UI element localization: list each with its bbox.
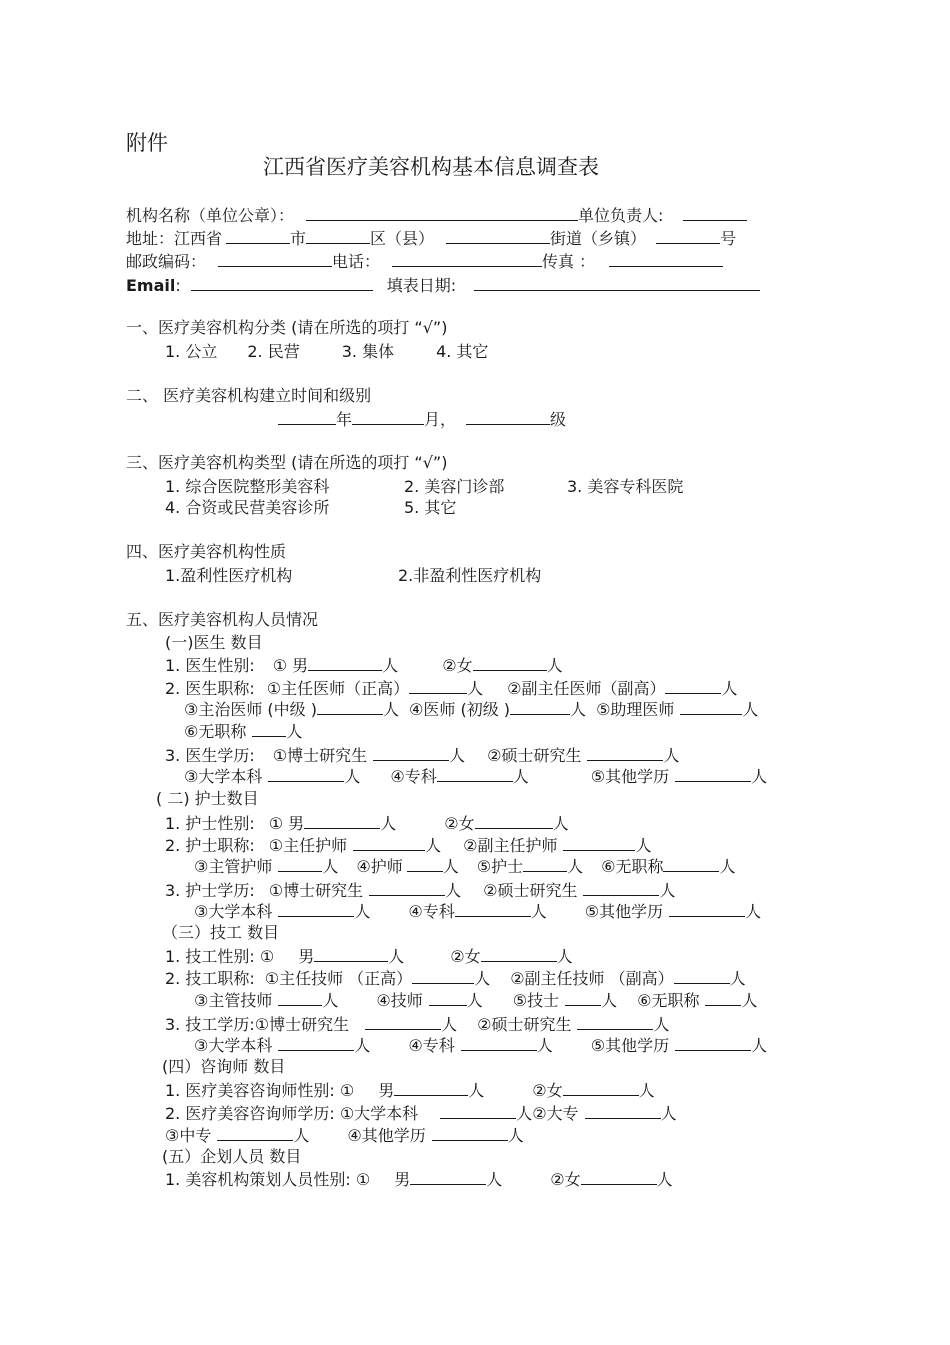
address-district-label: 区（县）: [370, 229, 435, 248]
consultant-gender-label: 1. 医疗美容咨询师性别: ①: [165, 1081, 355, 1100]
doctor-attending-label: ③主治医师 (中级 ): [184, 700, 318, 719]
doctor-edu-label: 3. 医生学历:: [165, 746, 255, 765]
nurse-supervisor-label: ③主管护师: [194, 857, 273, 876]
unit-label: 人: [751, 767, 768, 786]
doctor-edu-row-1: [165, 745, 680, 766]
tech-gender-label: 1. 技工性别: ①: [165, 947, 275, 966]
tech-other-edu-label: ⑤其他学历: [590, 1036, 670, 1055]
consultant-edu-row-1: [165, 1103, 677, 1124]
nurse-practitioner-field[interactable]: [407, 856, 443, 872]
unit-label: 人: [442, 857, 459, 876]
planner-female-label: ②女: [550, 1170, 581, 1189]
nurse-phd-label: ①博士研究生: [268, 881, 364, 900]
tech-supervisor-field[interactable]: [278, 990, 322, 1006]
email-row: [126, 275, 760, 296]
doctor-gender-label: 1. 医生性别:: [165, 656, 255, 675]
planner-gender-row: [165, 1169, 673, 1190]
nurse-gender-label: 1. 护士性别:: [165, 814, 255, 833]
unit-label: 人: [468, 1081, 485, 1100]
unit-label: 人: [380, 814, 397, 833]
option-collective[interactable]: 3. 集体: [341, 342, 395, 361]
doctor-associate-chief-label: ②副主任医师（副高）: [507, 679, 666, 698]
nurse-edu-row-1: [165, 880, 676, 901]
unit-label: 人: [729, 969, 746, 988]
type-option-clinic[interactable]: 2. 美容门诊部: [404, 477, 505, 496]
address-city-field[interactable]: [306, 228, 370, 244]
nurse-other-edu-field[interactable]: [669, 901, 745, 917]
nurse-nurse-label: ⑤护士: [476, 857, 524, 876]
level-field[interactable]: [466, 409, 550, 425]
fill-date-label: 填表日期:: [386, 276, 457, 295]
doctor-other-edu-field[interactable]: [675, 766, 751, 782]
doctor-associate-chief-field[interactable]: [665, 678, 721, 694]
nurse-phd-field[interactable]: [369, 880, 445, 896]
doctor-bachelor-label: ③大学本科: [184, 767, 263, 786]
phone-field[interactable]: [392, 251, 542, 267]
nurse-female-label: ②女: [444, 814, 475, 833]
nurse-title-label: 2. 护士职称:: [165, 836, 255, 855]
contact-row: [126, 251, 723, 272]
doctor-gender-row: [165, 655, 563, 676]
type-option-other[interactable]: 5. 其它: [404, 498, 457, 517]
nurse-gender-row: [165, 813, 569, 834]
planner-female-field[interactable]: [581, 1169, 657, 1185]
doctor-heading: (一)医生 数目: [165, 633, 263, 652]
planner-male-field[interactable]: [410, 1169, 486, 1185]
tech-assistant-field[interactable]: [565, 990, 601, 1006]
nurse-nurse-field[interactable]: [523, 856, 567, 872]
tech-other-edu-field[interactable]: [675, 1035, 751, 1051]
unit-label: 人: [322, 991, 339, 1010]
unit-label: 人: [656, 1170, 673, 1189]
doctor-title-row-1: [165, 678, 738, 699]
address-street-label: 街道（乡镇）: [550, 229, 647, 248]
doctor-physician-label: ④医师 (初级 ): [409, 700, 511, 719]
consultant-junior-college-label: ②大专: [532, 1104, 579, 1123]
unit-label: 人: [467, 679, 484, 698]
unit-label: 人: [425, 836, 442, 855]
unit-label: 人: [516, 1104, 533, 1123]
unit-label: 人: [659, 881, 676, 900]
consultant-male-label: 男: [378, 1081, 395, 1100]
option-private[interactable]: 2. 民营: [247, 342, 300, 361]
year-label: 年: [336, 410, 353, 429]
address-number-label: 号: [720, 229, 737, 248]
established-month-field[interactable]: [352, 409, 424, 425]
nurse-edu-row-2: [194, 901, 761, 922]
doctor-no-title-field[interactable]: [252, 721, 286, 737]
doctor-chief-field[interactable]: [409, 678, 467, 694]
email-colon: :: [175, 276, 181, 295]
consultant-other-edu-field[interactable]: [432, 1125, 508, 1141]
fill-date-field[interactable]: [474, 275, 760, 291]
consultant-female-field[interactable]: [563, 1080, 639, 1096]
doctor-master-field[interactable]: [587, 745, 663, 761]
nurse-other-edu-label: ⑤其他学历: [584, 902, 664, 921]
unit-label: 人: [383, 700, 400, 719]
tech-bachelor-label: ③大学本科: [194, 1036, 273, 1055]
tech-title-row-1: [165, 968, 746, 989]
planner-gender-label: 1. 美容机构策划人员性别: ①: [165, 1170, 371, 1189]
tech-heading: （三）技工 数目: [162, 923, 280, 942]
nurse-master-label: ②硕士研究生: [483, 881, 578, 900]
month-label: 月，: [424, 410, 457, 429]
nurse-heading: ( 二) 护士数目: [156, 789, 259, 808]
unit-label: 人: [745, 902, 762, 921]
tech-supervisor-label: ③主管技师: [194, 991, 273, 1010]
principal-field[interactable]: [683, 205, 747, 221]
address-label: 地址：江西省: [126, 229, 223, 248]
tech-phd-field[interactable]: [365, 1014, 441, 1030]
doctor-college-label: ④专科: [390, 767, 437, 786]
principal-label: 单位负责人:: [578, 206, 664, 225]
nurse-male-field[interactable]: [304, 813, 380, 829]
option-public[interactable]: 1. 公立: [165, 342, 218, 361]
doctor-title-label: 2. 医生职称:: [165, 679, 255, 698]
unit-label: 人: [741, 991, 758, 1010]
unit-label: 人: [382, 656, 399, 675]
type-option-specialty-hospital[interactable]: 3. 美容专科医院: [567, 477, 684, 496]
doctor-phd-field[interactable]: [373, 745, 449, 761]
doctor-college-field[interactable]: [437, 766, 513, 782]
nurse-bachelor-field[interactable]: [278, 901, 354, 917]
nurse-college-field[interactable]: [455, 901, 531, 917]
unit-label: 人: [635, 836, 652, 855]
tech-assistant-label: ⑤技士: [512, 991, 560, 1010]
consultant-male-field[interactable]: [394, 1080, 468, 1096]
unit-label: 人: [354, 902, 371, 921]
doctor-physician-field[interactable]: [510, 699, 570, 715]
nurse-edu-label: 3. 护士学历:: [165, 881, 255, 900]
unit-label: 人: [322, 857, 339, 876]
unit-label: 人: [449, 746, 466, 765]
doctor-bachelor-field[interactable]: [268, 766, 344, 782]
planner-heading: (五）企划人员 数目: [162, 1147, 302, 1166]
unit-label: 人: [567, 857, 584, 876]
unit-label: 人: [546, 656, 563, 675]
nature-option-profit[interactable]: 1.盈利性医疗机构: [165, 566, 293, 585]
unit-label: 人: [530, 902, 547, 921]
doctor-master-label: ②硕士研究生: [487, 746, 582, 765]
nurse-no-title-label: ⑥无职称: [601, 857, 664, 876]
unit-label: 人: [344, 767, 361, 786]
email-label: Email: [126, 276, 176, 295]
tech-edu-row-2: [194, 1035, 767, 1056]
nurse-associate-chief-field[interactable]: [563, 835, 635, 851]
nurse-chief-label: ①主任护师: [268, 836, 348, 855]
nurse-associate-chief-label: ②副主任护师: [463, 836, 558, 855]
nurse-female-field[interactable]: [475, 813, 553, 829]
nurse-practitioner-label: ④护师: [356, 857, 403, 876]
tech-college-field[interactable]: [461, 1035, 537, 1051]
unit-label: 人: [536, 1036, 553, 1055]
unit-label: 人: [601, 991, 618, 1010]
unit-label: 人: [486, 1170, 503, 1189]
planner-male-label: 男: [394, 1170, 411, 1189]
tech-chief-label: ①主任技师 （正高）: [264, 969, 413, 988]
tech-college-label: ④专科: [408, 1036, 455, 1055]
tech-chief-field[interactable]: [412, 968, 474, 984]
fax-label: 传真 ：: [542, 252, 596, 271]
tech-female-field[interactable]: [481, 946, 557, 962]
nurse-bachelor-label: ③大学本科: [194, 902, 273, 921]
tech-edu-row-1: [165, 1014, 670, 1035]
org-name-field[interactable]: [306, 205, 578, 221]
tech-technician-field[interactable]: [429, 990, 467, 1006]
type-option-private-clinic[interactable]: 4. 合资或民营美容诊所: [165, 498, 330, 517]
nurse-no-title-field[interactable]: [663, 856, 719, 872]
nurse-college-label: ④专科: [408, 902, 455, 921]
page-title: 江西省医疗美容机构基本信息调查表: [263, 155, 599, 179]
tech-phd-label: ①博士研究生: [254, 1015, 350, 1034]
unit-label: 人: [721, 679, 738, 698]
doctor-chief-label: ①主任医师（正高）: [266, 679, 410, 698]
section-1-title: 一、医疗美容机构分类 (请在所选的项打 “√”): [126, 318, 448, 337]
doctor-other-edu-label: ⑤其他学历: [590, 767, 670, 786]
tech-title-row-2: [194, 990, 758, 1011]
nurse-title-row-2: [194, 856, 736, 877]
zip-label: 邮政编码：: [126, 252, 207, 271]
consultant-other-edu-label: ④其他学历: [347, 1126, 426, 1145]
tech-master-label: ②硕士研究生: [477, 1015, 572, 1034]
address-province-field[interactable]: [226, 228, 290, 244]
unit-label: 人: [286, 722, 303, 741]
unit-label: 人: [660, 1104, 677, 1123]
tech-male-field[interactable]: [314, 946, 388, 962]
section-2-fields: [278, 409, 566, 430]
unit-label: 人: [570, 700, 587, 719]
established-year-field[interactable]: [278, 409, 336, 425]
unit-label: 人: [552, 814, 569, 833]
nurse-male-label: ① 男: [268, 814, 305, 833]
tech-master-field[interactable]: [577, 1014, 653, 1030]
unit-label: 人: [441, 1015, 458, 1034]
unit-label: 人: [719, 857, 736, 876]
org-name-label: 机构名称（单位公章）：: [126, 206, 295, 225]
section-3-title: 三、医疗美容机构类型 (请在所选的项打 “√”): [126, 453, 448, 472]
unit-label: 人: [388, 947, 405, 966]
nurse-chief-field[interactable]: [353, 835, 425, 851]
doctor-assistant-field[interactable]: [680, 699, 742, 715]
email-field[interactable]: [191, 275, 373, 291]
doctor-no-title-label: ⑥无职称: [184, 722, 247, 741]
unit-label: 人: [507, 1126, 524, 1145]
tech-technician-label: ④技师: [376, 991, 423, 1010]
tech-associate-chief-label: ②副主任技师 （副高）: [510, 969, 674, 988]
unit-label: 人: [751, 1036, 768, 1055]
section-5-title: 五、医疗美容机构人员情况: [126, 610, 319, 629]
nurse-supervisor-field[interactable]: [278, 856, 322, 872]
address-city-label: 市: [290, 229, 307, 248]
unit-label: 人: [474, 969, 491, 988]
consultant-edu-label: 2. 医疗美容咨询师学历: ①大学本科: [165, 1104, 419, 1123]
tech-female-label: ②女: [450, 947, 481, 966]
address-street-field[interactable]: [656, 228, 720, 244]
section-1-options: [165, 342, 488, 362]
consultant-edu-row-2: [165, 1125, 524, 1146]
doctor-female-label: ②女: [442, 656, 473, 675]
consultant-secondary-field[interactable]: [217, 1125, 293, 1141]
org-name-row: [126, 205, 747, 226]
nature-option-nonprofit[interactable]: 2.非盈利性医疗机构: [398, 566, 542, 585]
tech-gender-row: [165, 946, 573, 967]
unit-label: 人: [653, 1015, 670, 1034]
type-option-general-hospital[interactable]: 1. 综合医院整形美容科: [165, 477, 330, 496]
tech-no-title-label: ⑥无职称: [637, 991, 700, 1010]
unit-label: 人: [638, 1081, 655, 1100]
nurse-title-row-1: [165, 835, 652, 856]
unit-label: 人: [663, 746, 680, 765]
doctor-edu-row-2: [184, 766, 767, 787]
unit-label: 人: [354, 1036, 371, 1055]
tech-male-label: 男: [298, 947, 315, 966]
unit-label: 人: [512, 767, 529, 786]
zip-field[interactable]: [218, 251, 332, 267]
unit-label: 人: [556, 947, 573, 966]
level-label: 级: [550, 410, 567, 429]
doctor-title-row-3: [184, 721, 302, 742]
tech-no-title-field[interactable]: [705, 990, 741, 1006]
consultant-secondary-label: ③中专: [165, 1126, 212, 1145]
tech-edu-label: 3. 技工学历:: [165, 1015, 255, 1034]
doctor-male-field[interactable]: [308, 655, 382, 671]
consultant-female-label: ②女: [532, 1081, 563, 1100]
section-2-title: 二、 医疗美容机构建立时间和级别: [126, 386, 372, 405]
unit-label: 人: [445, 881, 462, 900]
section-4-title: 四、医疗美容机构性质: [126, 542, 287, 561]
doctor-title-row-2: [184, 699, 758, 720]
unit-label: 人: [466, 991, 483, 1010]
address-district-field[interactable]: [446, 228, 550, 244]
doctor-assistant-label: ⑤助理医师: [596, 700, 675, 719]
tech-bachelor-field[interactable]: [278, 1035, 354, 1051]
doctor-phd-label: ①博士研究生: [272, 746, 368, 765]
option-other[interactable]: 4. 其它: [436, 342, 489, 361]
doctor-male-label: ① 男: [272, 656, 309, 675]
consultant-junior-college-field[interactable]: [585, 1103, 661, 1119]
doctor-female-field[interactable]: [473, 655, 547, 671]
fax-field[interactable]: [609, 251, 723, 267]
consultant-heading: (四）咨询师 数目: [162, 1057, 286, 1076]
unit-label: 人: [293, 1126, 310, 1145]
address-row: [126, 228, 736, 249]
tech-title-label: 2. 技工职称:: [165, 969, 255, 988]
tech-associate-chief-field[interactable]: [674, 968, 730, 984]
unit-label: 人: [742, 700, 759, 719]
consultant-bachelor-field[interactable]: [440, 1103, 516, 1119]
phone-label: 电话：: [332, 252, 381, 271]
consultant-gender-row: [165, 1080, 655, 1101]
doctor-attending-field[interactable]: [317, 699, 383, 715]
nurse-master-field[interactable]: [583, 880, 659, 896]
attachment-label: 附件: [126, 131, 168, 155]
